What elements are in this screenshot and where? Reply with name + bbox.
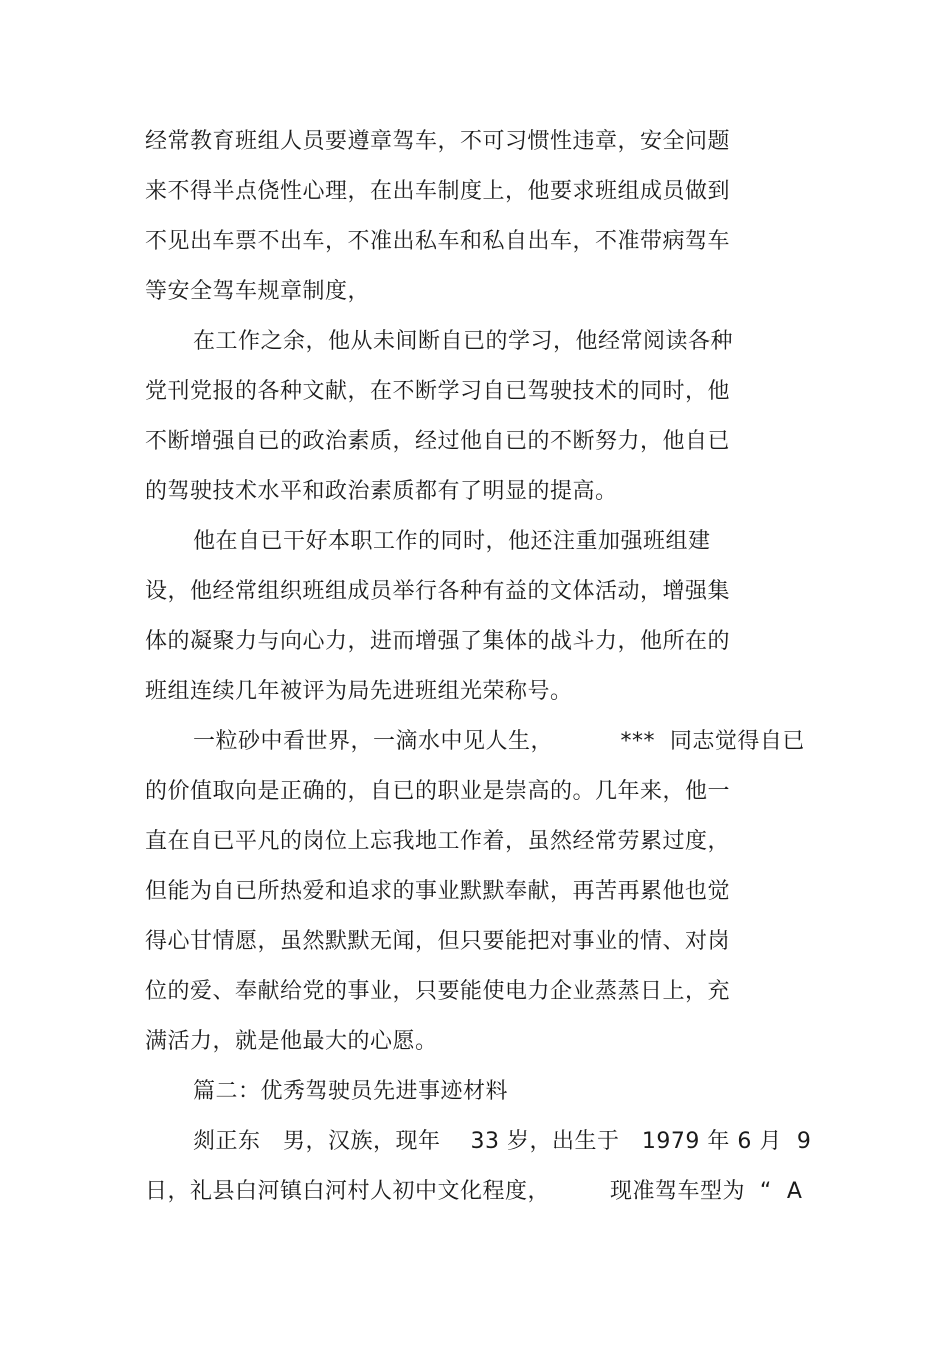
paragraph-line: 体的凝聚力与向心力，进而增强了集体的战斗力，他所在的 xyxy=(145,629,731,654)
paragraph-line: 满活力，就是他最大的心愿。 xyxy=(145,1029,438,1054)
paragraph-line: 位的爱、奉献给党的事业，只要能使电力企业蒸蒸日上，充 xyxy=(145,979,731,1004)
paragraph-line: 等安全驾车规章制度， xyxy=(145,279,371,304)
paragraph-line: 日，礼县白河镇白河村人初中文化程度， 现准驾车型为 “ A xyxy=(145,1179,803,1204)
paragraph-line: 但能为自已所热爱和追求的事业默默奉献，再苦再累他也觉 xyxy=(145,879,731,904)
paragraph-line: 党刊党报的各种文献，在不断学习自已驾驶技术的同时，他 xyxy=(145,379,731,404)
paragraph-line: 他在自已干好本职工作的同时，他还注重加强班组建 xyxy=(193,529,711,554)
paragraph-line: 不见出车票不出车，不准出私车和私自出车，不准带病驾车 xyxy=(145,229,731,254)
paragraph-line: 来不得半点侥性心理，在出车制度上，他要求班组成员做到 xyxy=(145,179,731,204)
paragraph-line: 直在自已平凡的岗位上忘我地工作着，虽然经常劳累过度， xyxy=(145,829,731,854)
paragraph-line: 剡正东 男，汉族，现年 33 岁，出生于 1979 年 6 月 9 xyxy=(193,1129,812,1154)
paragraph-line: 得心甘情愿，虽然默默无闻，但只要能把对事业的情、对岗 xyxy=(145,929,731,954)
paragraph-line: 不断增强自已的政治素质，经过他自已的不断努力，他自已 xyxy=(145,429,731,454)
paragraph-line: 的驾驶技术水平和政治素质都有了明显的提高。 xyxy=(145,479,618,504)
paragraph-line: 设，他经常组织班组成员举行各种有益的文体活动，增强集 xyxy=(145,579,731,604)
section-heading: 篇二：优秀驾驶员先进事迹材料 xyxy=(193,1079,509,1104)
paragraph-line: 的价值取向是正确的，自已的职业是崇高的。几年来，他一 xyxy=(145,779,731,804)
paragraph-line: 在工作之余，他从未间断自已的学习，他经常阅读各种 xyxy=(193,329,734,354)
paragraph-line: 班组连续几年被评为局先进班组光荣称号。 xyxy=(145,679,573,704)
paragraph-line: 一粒砂中看世界，一滴水中见人生， *** 同志觉得自已 xyxy=(193,729,805,754)
paragraph-line: 经常教育班组人员要遵章驾车，不可习惯性违章，安全问题 xyxy=(145,129,731,154)
